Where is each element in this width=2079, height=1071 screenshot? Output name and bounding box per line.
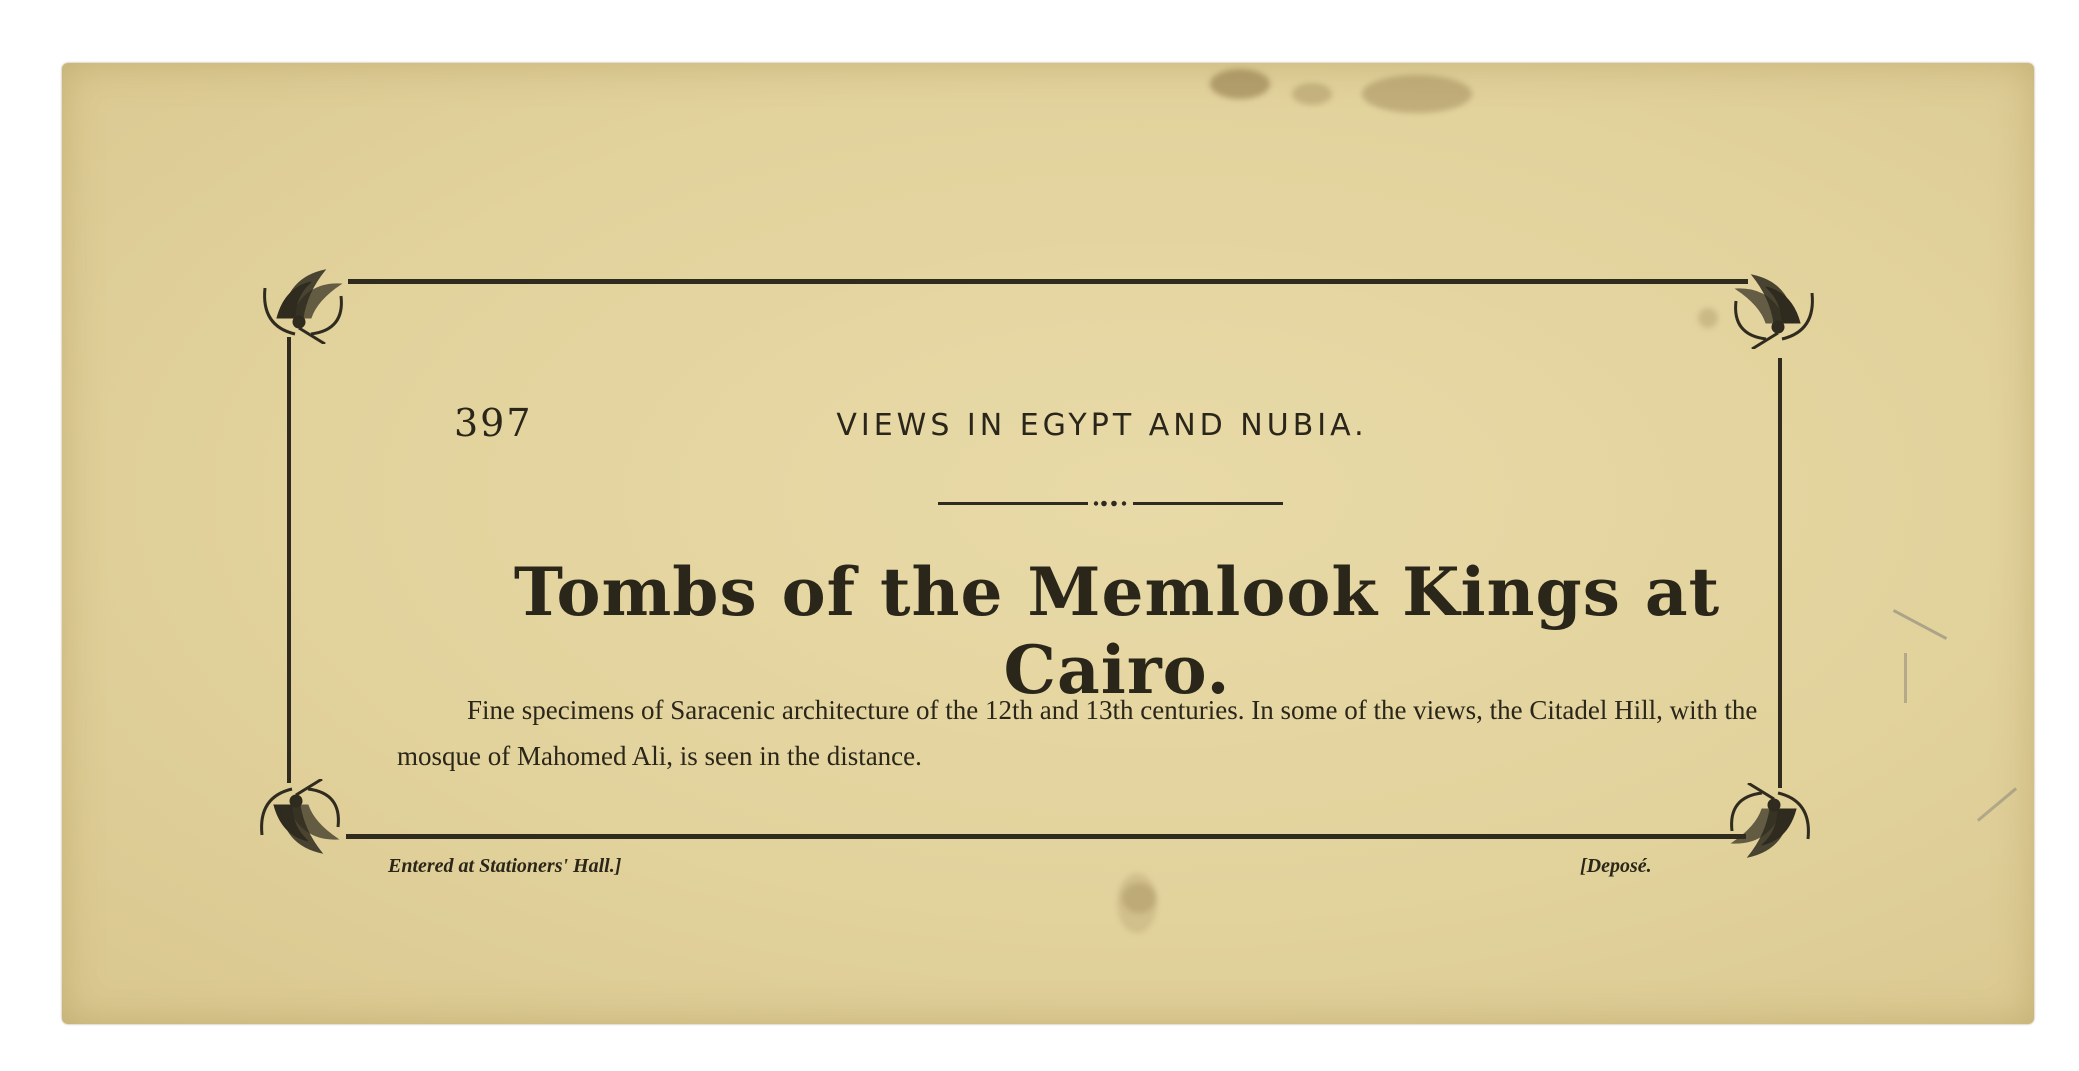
stain-bottom-2 <box>1122 883 1156 913</box>
pencil-mark-2 <box>1904 653 1907 703</box>
divider-ornament <box>938 497 1283 509</box>
series-title: VIEWS IN EGYPT AND NUBIA. <box>836 408 1368 443</box>
pencil-mark-3 <box>1977 787 2017 821</box>
card-description: Fine specimens of Saracenic architecture of the 12th and 13th centuries. In some of the views, the Citadel Hill, with the mosque of Mahomed Ali, is seen in the distance. <box>397 695 1758 771</box>
stain-top-3 <box>1292 83 1332 105</box>
frame-bottom <box>346 834 1746 839</box>
card-title: Tombs of the Memlook Kings at Cairo. <box>513 553 1721 709</box>
stain-top <box>1210 69 1270 99</box>
card-number: 397 <box>454 401 533 445</box>
stereoview-card-back <box>62 63 2034 1024</box>
frame-top <box>348 279 1748 284</box>
depose-note: [Deposé. <box>1580 855 1652 877</box>
palmette-icon-top-left <box>255 248 351 344</box>
pencil-mark-1 <box>1893 609 1947 640</box>
stain-top-2 <box>1362 75 1472 113</box>
palmette-icon-top-right <box>1726 253 1822 349</box>
palmette-icon-bottom-left <box>252 779 348 875</box>
entered-note: Entered at Stationers' Hall.] <box>388 855 622 877</box>
palmette-icon-bottom-right <box>1722 783 1818 879</box>
stain-right <box>1698 308 1718 328</box>
frame-left <box>287 337 291 783</box>
